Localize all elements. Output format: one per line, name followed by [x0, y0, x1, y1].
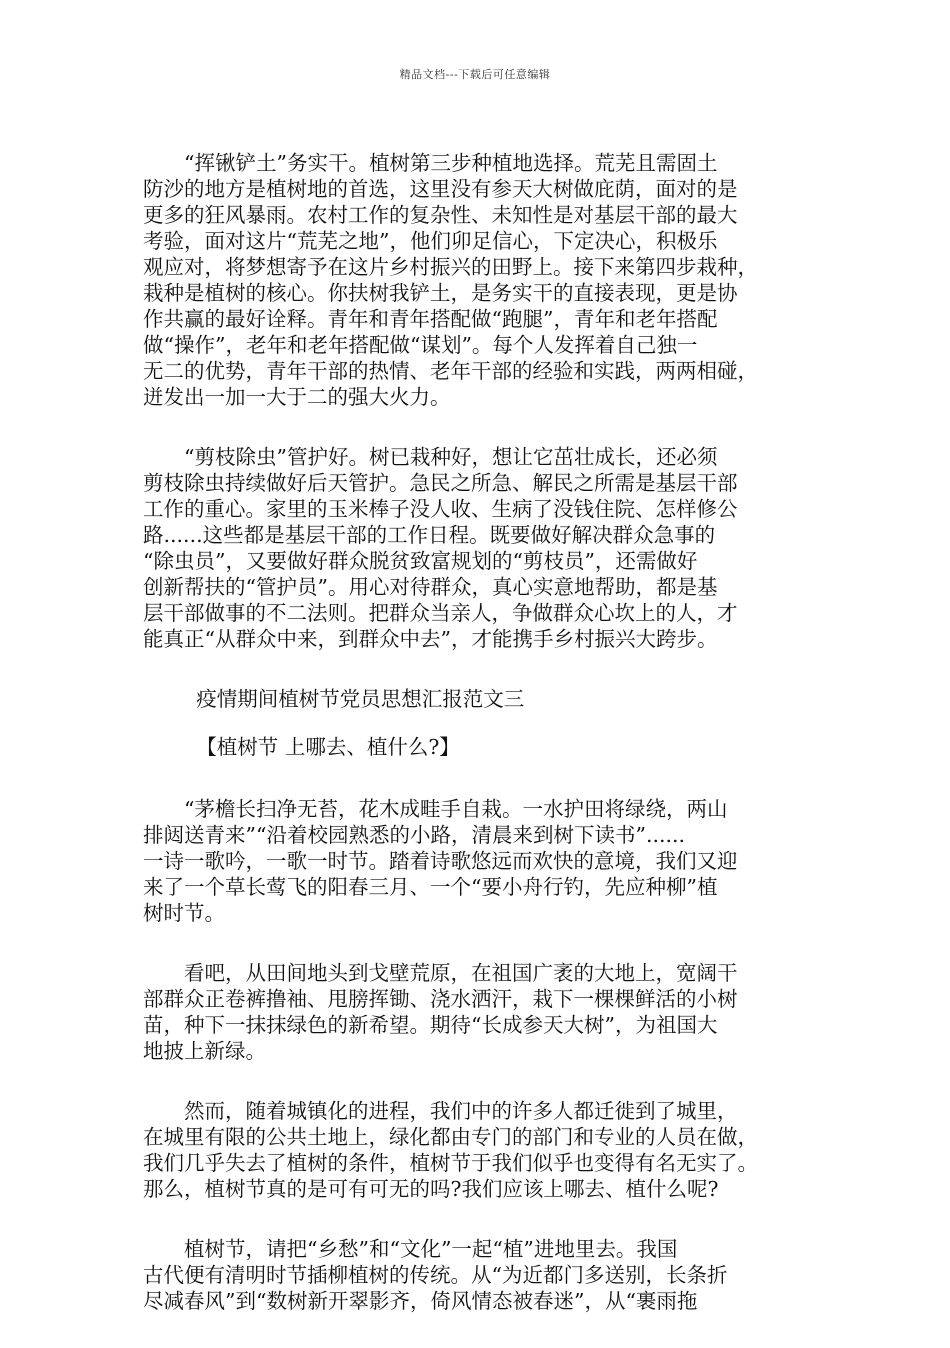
paragraph-poem	[143, 796, 819, 926]
text-line: 尽减春风”到“数树新开翠影齐，倚风情态被春迷”，从“裹雨拖	[143, 1289, 698, 1313]
text-line: 更多的狂风暴雨。农村工作的复杂性、未知性是对基层干部的最大	[143, 203, 738, 227]
text-line: 来了一个草长莺飞的阳春三月、一个“要小舟行钓，先应种柳”植	[143, 875, 718, 899]
document-body	[143, 150, 819, 1348]
paragraph-planting	[143, 150, 819, 410]
text-line: 层干部做事的不二法则。把群众当亲人，争做群众心坎上的人，才	[143, 601, 738, 625]
text-line: 无二的优势，青年干部的热情、老年干部的经验和实践，两两相碰，	[143, 359, 758, 383]
text-line: 排闼送青来”“沿着校园熟悉的小路，清晨来到树下读书”......	[143, 823, 686, 847]
text-line: “剪枝除虫”管护好。树已栽种好，想让它茁壮成长，还必须	[184, 445, 718, 469]
text-line: 能真正“从群众中来，到群众中去”，才能携手乡村振兴大跨步。	[143, 627, 718, 651]
text-line: 植树节，请把“乡愁”和“文化”一起“植”进地里去。我国	[184, 1237, 678, 1261]
text-line: 然而，随着城镇化的进程，我们中的许多人都迁徙到了城里，	[184, 1099, 738, 1123]
text-line: 那么，植树节真的是可有可无的吗?我们应该上哪去、植什么呢?	[143, 1177, 719, 1201]
text-line: 我们几乎失去了植树的条件，植树节于我们似乎也变得有名无实了。	[143, 1151, 758, 1175]
text-line: 观应对，将梦想寄予在这片乡村振兴的田野上。接下来第四步栽种，	[143, 255, 758, 279]
text-line: 做“操作”，老年和老年搭配做“谋划”。每个人发挥着自己独一	[143, 333, 698, 357]
text-line: 部群众正卷裤撸袖、甩膀挥锄、浇水洒汗，栽下一棵棵鲜活的小树	[143, 987, 738, 1011]
text-line: 工作的重心。家里的玉米棒子没人收、生病了没钱住院、怎样修公	[143, 497, 738, 521]
text-line: 栽种是植树的核心。你扶树我铲土，是务实干的直接表现，更是协	[143, 281, 738, 305]
section-subtitle: 【植树节 上哪去、植什么?】	[196, 735, 460, 759]
paragraph-culture	[143, 1236, 819, 1314]
text-line: “茅檐长扫净无苔，花木成畦手自栽。一水护田将绿绕，两山	[184, 797, 728, 821]
paragraph-fields	[143, 960, 819, 1064]
text-line: “挥锹铲土”务实干。植树第三步种植地选择。荒芜且需固土	[184, 151, 718, 175]
text-line: 在城里有限的公共土地上，绿化都由专门的部门和专业的人员在做，	[143, 1125, 758, 1149]
text-line: 路......这些都是基层干部的工作日程。既要做好解决群众急事的	[143, 523, 716, 547]
text-line: 树时节。	[143, 901, 225, 925]
text-line: 创新帮扶的“管护员”。用心对待群众，真心实意地帮助，都是基	[143, 575, 718, 599]
text-line: 防沙的地方是植树地的首选，这里没有参天大树做庇荫，面对的是	[143, 177, 738, 201]
text-line: 古代便有清明时节插柳植树的传统。从“为近都门多送别，长条折	[143, 1263, 728, 1287]
text-line: 地披上新绿。	[143, 1039, 266, 1063]
text-line: 迸发出一加一大于二的强大火力。	[143, 385, 451, 409]
text-line: 作共赢的最好诠释。青年和青年搭配做“跑腿”，青年和老年搭配	[143, 307, 718, 331]
text-line: 剪枝除虫持续做好后天管护。急民之所急、解民之所需是基层干部	[143, 471, 738, 495]
section-title: 疫情期间植树节党员思想汇报范文三	[196, 687, 525, 711]
text-line: 苗，种下一抹抹绿色的新希望。期待“长成参天大树”，为祖国大	[143, 1013, 718, 1037]
page-header: 精品文档---下载后可任意编辑	[399, 68, 551, 81]
paragraph-urbanization	[143, 1098, 819, 1202]
text-line: 考验，面对这片“荒芜之地”，他们卯足信心，下定决心，积极乐	[143, 229, 718, 253]
text-line: 一诗一歌吟，一歌一时节。踏着诗歌悠远而欢快的意境，我们又迎	[143, 849, 738, 873]
text-line: 看吧，从田间地头到戈壁荒原，在祖国广袤的大地上，宽阔干	[184, 961, 738, 985]
paragraph-pruning	[143, 444, 819, 652]
text-line: “除虫员”，又要做好群众脱贫致富规划的“剪枝员”，还需做好	[143, 549, 698, 573]
